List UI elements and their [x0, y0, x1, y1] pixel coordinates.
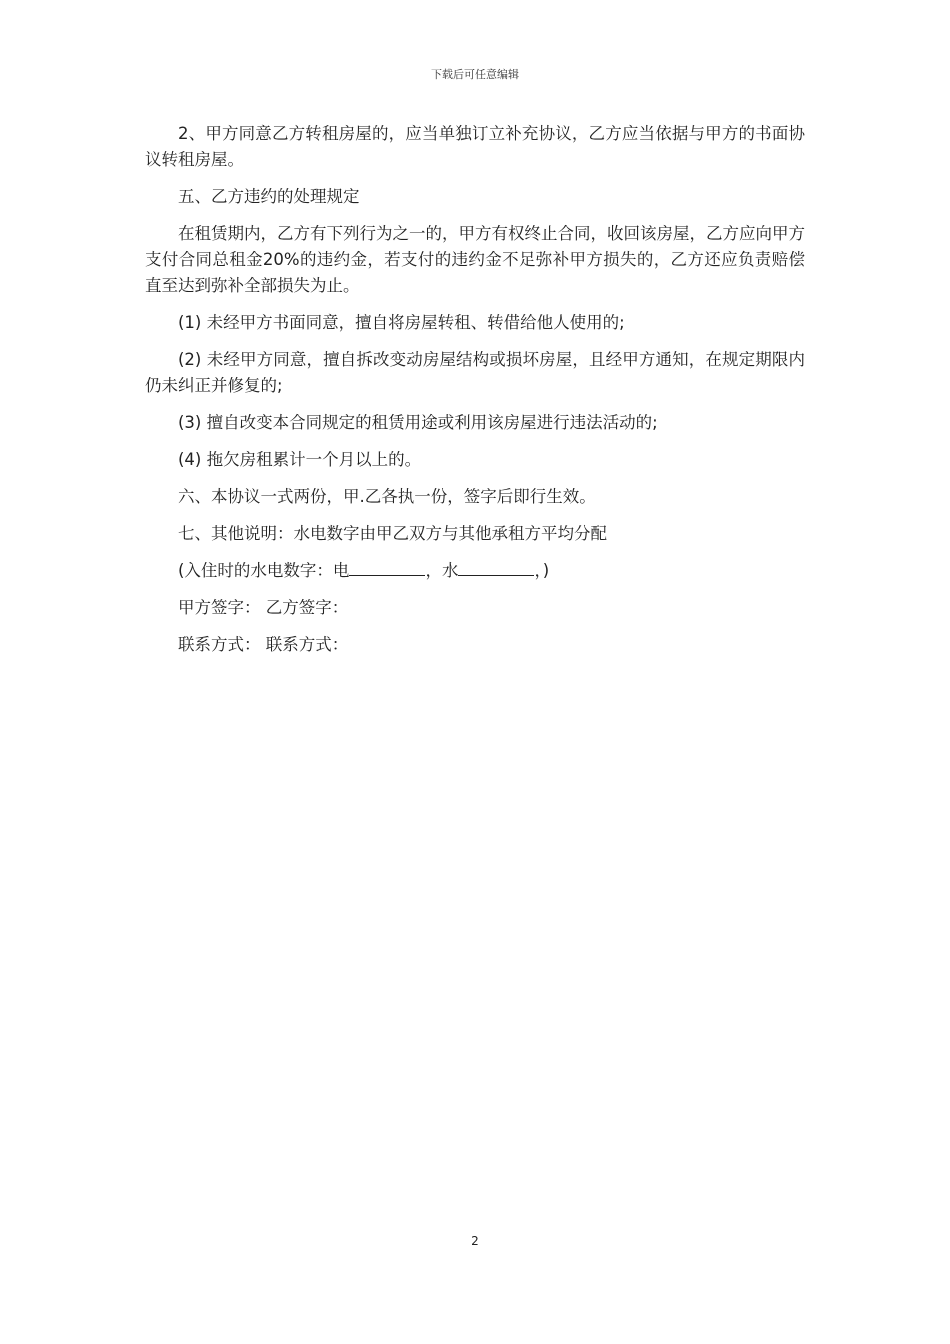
utility-suffix: ，) — [534, 561, 550, 580]
page-header: 下载后可任意编辑 — [431, 68, 519, 81]
utility-readings-line — [145, 558, 805, 584]
utility-middle: ，水 — [425, 561, 459, 580]
paragraph-breach-terms: 在租赁期内，乙方有下列行为之一的，甲方有权终止合同，收回该房屋，乙方应向甲方支付合同总租金20%的违约金，若支付的违约金不足弥补甲方损失的，乙方还应负责赔偿直至达到弥补全部损失为止。 — [145, 224, 805, 295]
paragraph-sublease-clause: 2、甲方同意乙方转租房屋的，应当单独订立补充协议，乙方应当依据与甲方的书面协议转租房屋。 — [145, 124, 805, 169]
contact-line: 联系方式： 联系方式： — [178, 635, 349, 654]
section-copies: 六、本协议一式两份，甲.乙各执一份，签字后即行生效。 — [178, 487, 596, 506]
electricity-blank — [349, 559, 425, 576]
list-item-2: (2) 未经甲方同意，擅自拆改变动房屋结构或损坏房屋，且经甲方通知，在规定期限内仍未纠正并修复的; — [145, 350, 805, 395]
list-item-4: (4) 拖欠房租累计一个月以上的。 — [178, 450, 422, 469]
section-other-notes: 七、其他说明：水电数字由甲乙双方与其他承租方平均分配 — [178, 524, 607, 543]
page-number: 2 — [471, 1234, 479, 1248]
document-body — [145, 121, 805, 669]
water-blank — [458, 559, 534, 576]
utility-prefix: (入住时的水电数字：电 — [178, 561, 350, 580]
section-heading-breach: 五、乙方违约的处理规定 — [178, 187, 360, 206]
list-item-1: (1) 未经甲方书面同意，擅自将房屋转租、转借给他人使用的; — [178, 313, 625, 332]
signature-line: 甲方签字： 乙方签字： — [178, 598, 349, 617]
list-item-3: (3) 擅自改变本合同规定的租赁用途或利用该房屋进行违法活动的; — [178, 413, 658, 432]
